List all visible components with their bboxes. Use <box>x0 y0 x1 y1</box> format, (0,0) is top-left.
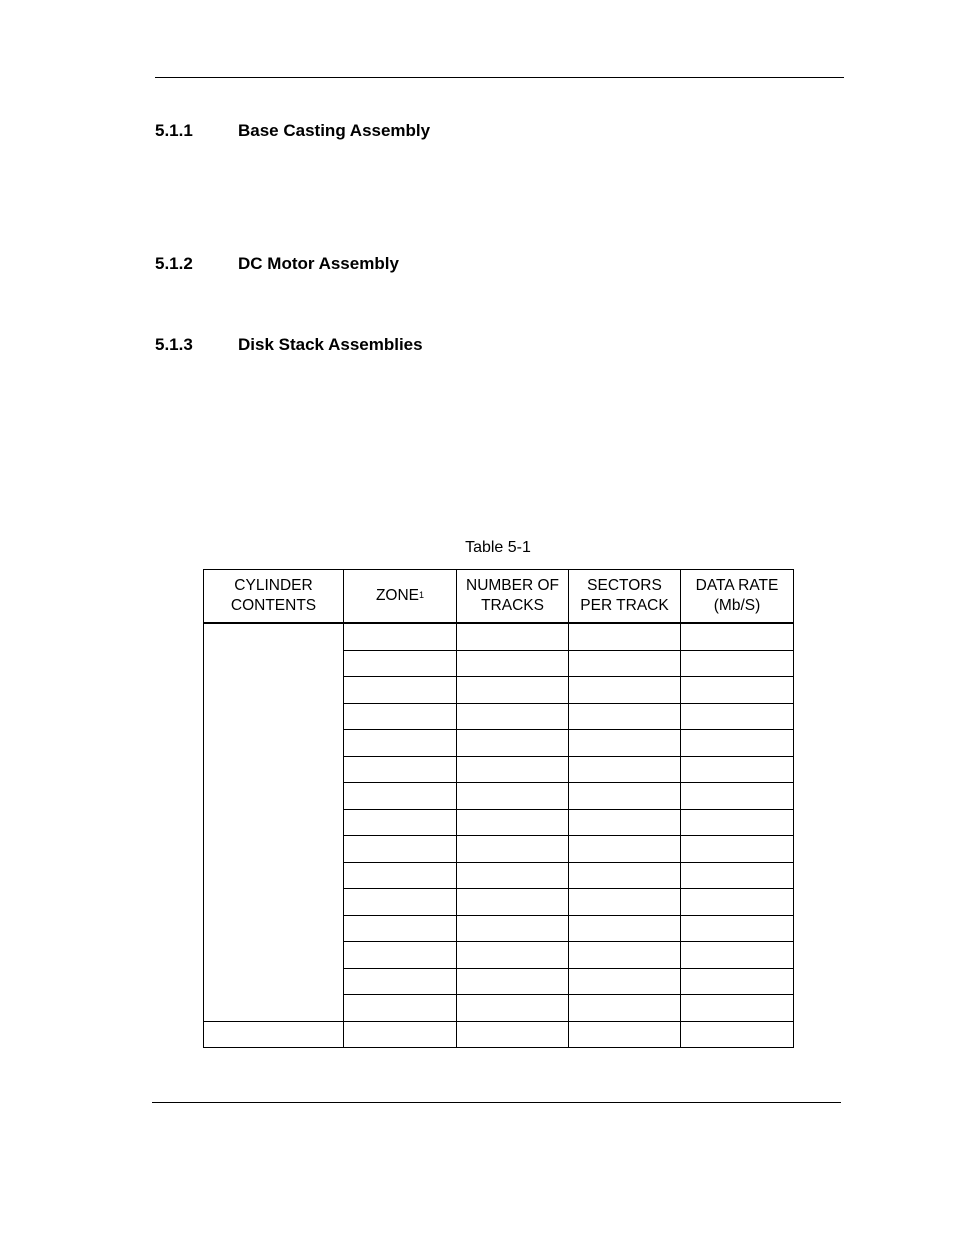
header-number-of-tracks: NUMBER OF TRACKS <box>457 570 569 624</box>
table-cell <box>344 703 457 730</box>
footer-rule <box>152 1102 841 1103</box>
section-number: 5.1.1 <box>155 121 193 140</box>
table-cell <box>457 995 569 1022</box>
table-cell <box>344 862 457 889</box>
table-cell <box>569 623 681 650</box>
table-cell <box>681 809 794 836</box>
section-number: 5.1.2 <box>155 254 193 273</box>
table-cell <box>344 968 457 995</box>
header-data-rate: DATA RATE (Mb/S) <box>681 570 794 624</box>
table-cell <box>344 1021 457 1048</box>
table-cell <box>681 756 794 783</box>
table-cell <box>344 783 457 810</box>
table-cell <box>569 756 681 783</box>
table-cell <box>569 809 681 836</box>
table-cell <box>457 677 569 704</box>
table-cell <box>569 915 681 942</box>
section-number: 5.1.3 <box>155 335 193 354</box>
section-heading-5-1-3 <box>155 335 423 355</box>
table-cell <box>457 836 569 863</box>
table-cell <box>457 942 569 969</box>
table-cell <box>457 915 569 942</box>
table-cell <box>569 730 681 757</box>
table-cell <box>681 730 794 757</box>
table-cell <box>681 650 794 677</box>
table-cell <box>681 623 794 650</box>
table-footer-row <box>204 1021 794 1048</box>
table-cell <box>681 915 794 942</box>
table-cell <box>457 862 569 889</box>
table-cell <box>457 756 569 783</box>
table-cell <box>457 623 569 650</box>
table-cell <box>457 809 569 836</box>
table-cell <box>569 1021 681 1048</box>
table-cell <box>344 677 457 704</box>
table-body <box>204 623 794 1048</box>
section-title: DC Motor Assembly <box>238 254 399 273</box>
table-cell <box>344 809 457 836</box>
table-cell <box>681 942 794 969</box>
table-cell <box>457 650 569 677</box>
table-row <box>204 623 794 650</box>
table-cell <box>681 889 794 916</box>
table-cell <box>344 942 457 969</box>
table-cell <box>569 703 681 730</box>
table-cell <box>681 862 794 889</box>
table-cell <box>457 968 569 995</box>
table-cell <box>457 783 569 810</box>
table-cell <box>457 730 569 757</box>
table-cell <box>457 1021 569 1048</box>
table-cell <box>681 968 794 995</box>
table-cell <box>569 968 681 995</box>
section-title: Base Casting Assembly <box>238 121 431 140</box>
table-cell <box>569 783 681 810</box>
zone-table <box>203 569 794 1048</box>
table-cell <box>681 783 794 810</box>
table-cell <box>681 995 794 1022</box>
table-cell <box>681 836 794 863</box>
section-heading-5-1-2 <box>155 254 399 274</box>
table-cell <box>569 650 681 677</box>
table-cell <box>569 995 681 1022</box>
header-cylinder-contents: CYLINDER CONTENTS <box>204 570 344 624</box>
header-rule <box>155 77 844 78</box>
header-sectors-per-track: SECTORS PER TRACK <box>569 570 681 624</box>
table-header-row <box>204 570 794 624</box>
table-cell <box>457 889 569 916</box>
cylinder-contents-cell <box>204 623 344 1021</box>
footnote-marker: 1 <box>419 590 425 600</box>
section-title: Disk Stack Assemblies <box>238 335 423 354</box>
table-cell <box>681 677 794 704</box>
table-cell <box>681 1021 794 1048</box>
table-cell <box>344 995 457 1022</box>
table-cell <box>569 836 681 863</box>
table-cell <box>344 756 457 783</box>
table-cell <box>457 703 569 730</box>
table-cell <box>569 677 681 704</box>
table-cell <box>204 1021 344 1048</box>
table-cell <box>569 942 681 969</box>
table-caption: Table 5-1 <box>465 539 531 556</box>
table-cell <box>569 889 681 916</box>
table-cell <box>344 836 457 863</box>
table-cell <box>344 915 457 942</box>
header-zone: ZONE$^1$ <box>344 570 457 624</box>
table-cell <box>344 623 457 650</box>
table-cell <box>569 862 681 889</box>
section-heading-5-1-1 <box>155 121 430 141</box>
table-cell <box>344 889 457 916</box>
table-cell <box>344 730 457 757</box>
table-cell <box>344 650 457 677</box>
table-cell <box>681 703 794 730</box>
